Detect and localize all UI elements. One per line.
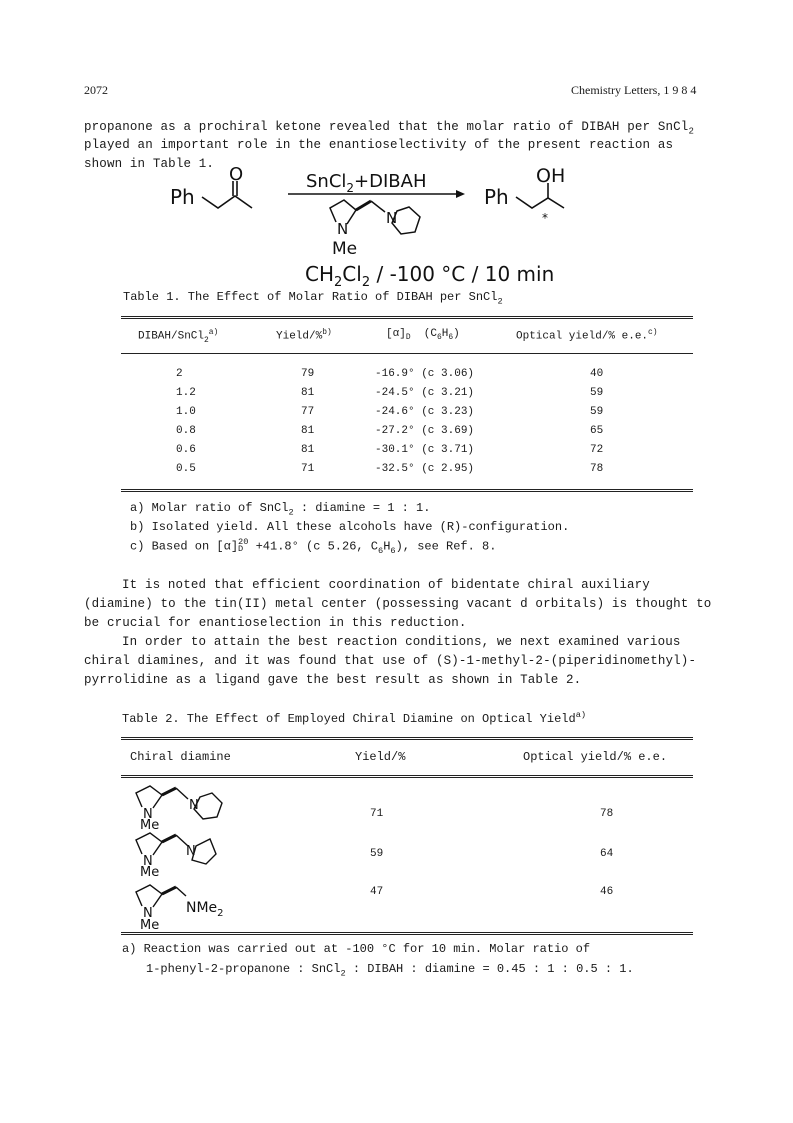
conditions-label: $CH_2Cl_2 / -100$ °C / 10 min [305,262,555,290]
table-cell: 77 [301,406,315,418]
table2-top-rule-double [121,739,693,740]
table2-footnote-line-2: 1-phenyl-2-propanone : SnCl$_2$ : DIBAH : diamine = 0.45 : 1 : 0.5 : 1. [146,962,634,979]
table-cell: 2 [176,368,183,380]
table2-header-diamine: Chiral diamine [130,750,231,764]
table-cell: -24.5° (c 3.21) [375,387,475,399]
table-cell: -30.1° (c 3.71) [375,444,475,456]
para2-line-5: chiral diamines, and it was found that use of (S)-1-methyl-2-(piperidinomethyl)- [84,654,697,668]
table1-bottom-rule-double [121,491,693,492]
pyrrolidine-ring [136,786,162,808]
table-cell: 59 [590,406,604,418]
nme2-label: NMe$_2$ [186,900,224,919]
table-cell: 40 [590,368,604,380]
para2-line-1: It is noted that efficient coordination of bidentate chiral auxiliary [122,578,650,592]
table-cell: 0.5 [176,463,196,475]
table-cell: 72 [590,444,604,456]
table-cell: 46 [600,886,614,898]
intro-line-2: played an important role in the enantioselectivity of the present reaction as [84,138,674,152]
table1-header-rotation: $[\alpha]_D$ $(C_6H_6)$ [386,328,460,343]
table-cell: 71 [370,808,384,820]
me-label: Me [140,918,160,930]
pyrrolidine-ring [136,885,162,907]
diamine-structure-dimethylamine [130,882,240,930]
table1-header-rule [121,353,693,354]
intro-line-1: propanone as a prochiral ketone revealed that the molar ratio of DIBAH per SnCl$_2$ [84,120,695,137]
wedge-bond [162,887,176,894]
diamine-structure-pyrrolidine [130,830,230,876]
table1-header-yield: Yield/%$^{b)}$ [276,328,332,343]
table-cell: 81 [301,425,315,437]
table-cell: 81 [301,387,315,399]
table2-caption: Table 2. The Effect of Employed Chiral Diamine on Optical Yield$^{a)}$ [122,710,587,726]
ligand-n1-label: N [337,220,349,238]
reactant-oxygen-label: O [229,164,244,185]
table2-header-rule [121,775,693,776]
table-cell: 0.8 [176,425,196,437]
ligand-ch2-bond [371,201,385,212]
table2-header-optical: Optical yield/% e.e. [523,750,668,764]
ligand-n2-label: N [386,209,398,227]
page-number: 2072 [84,83,108,97]
table2-top-rule [121,737,693,738]
ring-n1-label: N [143,906,153,921]
me-label: Me [140,865,160,876]
ring-n2-label: N [189,798,199,813]
reactant-ph-label: Ph [170,185,195,209]
reactant-chain [202,196,252,208]
reaction-arrowhead [456,190,465,198]
table-cell: 71 [301,463,315,475]
table-cell: 0.6 [176,444,196,456]
table-cell: 1.2 [176,387,196,399]
table-cell: -32.5° (c 2.95) [375,463,475,475]
wedge-bond [162,788,176,795]
table-cell: 78 [590,463,604,475]
table-cell: 65 [590,425,604,437]
table-cell: -24.6° (c 3.23) [375,406,475,418]
table-cell: 59 [590,387,604,399]
ring-n1-label: N [143,807,153,822]
table1-footnote-b: b) Isolated yield. All these alcohols have (R)-configuration. [130,520,570,534]
table1-header-ratio: DIBAH/SnCl$_2^{a)}$ [138,328,219,345]
para2-line-3: be crucial for enantioselection in this reduction. [84,616,467,630]
table1-header-optical: Optical yield/% e.e.$^{c)}$ [516,328,658,343]
reagent-label: SnCl$_2$+DIBAH [306,171,427,195]
table1-footnote-c: c) Based on [α]20 D +41.8° (c 5.26, $C_6H_6$), see Ref. 8. [130,537,497,556]
table-cell: 64 [600,848,614,860]
ligand-me-label: Me [332,239,358,259]
table1-bottom-rule [121,489,693,490]
diamine-structure-piperidine [130,783,230,829]
table-cell: -27.2° (c 3.69) [375,425,475,437]
table-cell: 81 [301,444,315,456]
wedge-bond [162,835,176,842]
table1-top-rule-double [121,318,693,319]
table-cell: 59 [370,848,384,860]
reaction-scheme [160,160,590,290]
table2-bottom-rule [121,932,693,933]
ligand-wedge-bond [356,201,371,210]
intro-line-3: shown in Table 1. [84,157,215,171]
table-cell: -16.9° (c 3.06) [375,368,475,380]
product-oh-label: OH [536,165,566,187]
table2-header-rule-double [121,777,693,778]
table-cell: 47 [370,886,384,898]
me-label: Me [140,818,160,829]
product-chain [516,197,564,208]
table1-footnote-a: a) Molar ratio of SnCl$_2$ : diamine = 1 : 1. [130,501,431,518]
para2-line-2: (diamine) to the tin(II) metal center (possessing vacant d orbitals) is thought to [84,597,712,611]
table1-caption: Table 1. The Effect of Molar Ratio of DIBAH per SnCl$_2$ [123,290,503,307]
table2-footnote-line-1: a) Reaction was carried out at -100 °C for 10 min. Molar ratio of [122,942,591,956]
table-cell: 79 [301,368,315,380]
table1-top-rule [121,316,693,317]
ring-n2-label: N [186,844,196,859]
ch2-bond [176,887,186,896]
ch2-bond [176,788,188,799]
table2-header-yield: Yield/% [355,750,406,764]
ring-n1-label: N [143,854,153,869]
pyrrolidine-ring [136,833,162,855]
product-ph-label: Ph [484,185,509,209]
table-cell: 1.0 [176,406,196,418]
stereocenter-star: * [542,211,548,225]
para2-line-6: pyrrolidine as a ligand gave the best result as shown in Table 2. [84,673,582,687]
table2-bottom-rule-double [121,934,693,935]
table-cell: 78 [600,808,614,820]
running-head: Chemistry Letters, 1 9 8 4 [571,83,697,97]
para2-line-4: In order to attain the best reaction conditions, we next examined various [122,635,681,649]
